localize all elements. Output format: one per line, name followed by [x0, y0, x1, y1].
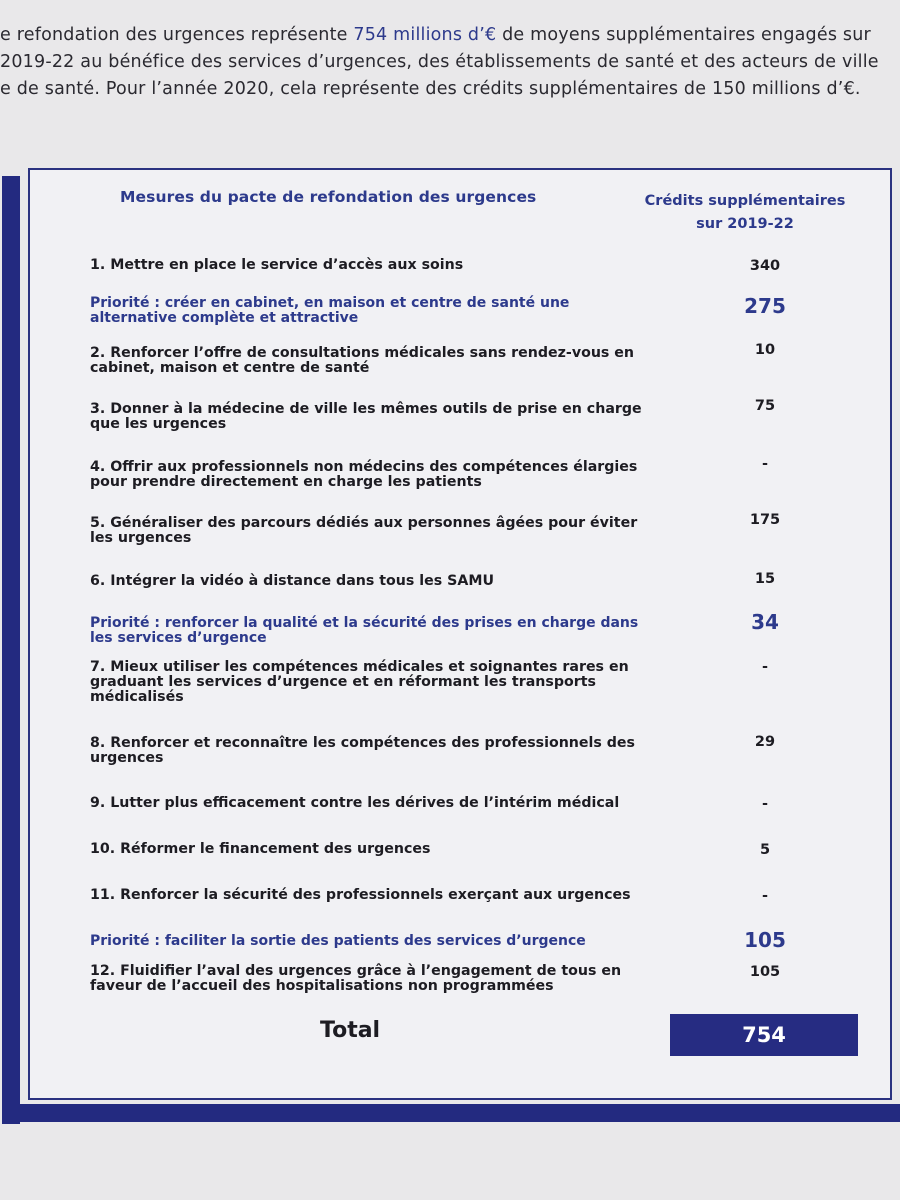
measure-value-7: -	[761, 659, 769, 675]
priority-value-1: 275	[744, 294, 786, 318]
header-credits-line-1: Crédits supplémentaires	[644, 193, 846, 209]
priority-row-3: Priorité : faciliter la sortie des patients des services d’urgence	[90, 933, 586, 949]
measure-row-3: 3. Donner à la médecine de ville les mêmes outils de prise en charge que les urgences	[90, 401, 642, 432]
intro-amount: 754 millions d’€	[353, 25, 497, 45]
measure-value-11: -	[761, 888, 769, 904]
measure-value-8: 29	[754, 734, 776, 750]
intro-line-1-start: e refondation des urgences représente	[0, 25, 354, 45]
measure-row-9: 9. Lutter plus efficacement contre les dérives de l’intérim médical	[90, 795, 620, 811]
measure-value-12: 105	[749, 964, 781, 980]
priority-value-3: 105	[744, 928, 786, 952]
measure-value-5: 175	[749, 512, 781, 528]
measure-row-12: 12. Fluidifier l’aval des urgences grâce à l’engagement de tous en faveur de l’accueil des hospitalisations non programmées	[90, 963, 622, 994]
measure-value-6: 15	[754, 571, 776, 587]
total-value: 754	[670, 1014, 858, 1056]
intro-line-1-end: de moyens supplémentaires engagés sur	[496, 25, 871, 45]
measure-value-4: -	[761, 456, 769, 472]
measure-value-9: -	[761, 796, 769, 812]
intro-line-3: e de santé. Pour l’année 2020, cela représente des crédits supplémentaires de 150 millions d’€.	[0, 79, 861, 99]
total-label: Total	[320, 1018, 381, 1043]
priority-row-2: Priorité : renforcer la qualité et la sécurité des prises en charge dans les services d’urgence	[90, 615, 639, 646]
intro-line-2: 2019-22 au bénéfice des services d’urgences, des établissements de santé et des acteurs de ville	[0, 52, 879, 72]
header-credits-line-2: sur 2019-22	[696, 216, 794, 232]
measure-value-1: 340	[749, 258, 781, 274]
header-credits	[630, 190, 860, 236]
measure-row-2: 2. Renforcer l’offre de consultations médicales sans rendez-vous en cabinet, maison et centre de santé	[90, 345, 635, 376]
measure-row-11: 11. Renforcer la sécurité des professionnels exerçant aux urgences	[90, 887, 631, 903]
priority-row-1: Priorité : créer en cabinet, en maison et centre de santé une alternative complète et attractive	[90, 295, 570, 326]
measure-row-6: 6. Intégrer la vidéo à distance dans tous les SAMU	[90, 573, 494, 589]
measure-value-10: 5	[759, 842, 771, 858]
measure-row-7: 7. Mieux utiliser les compétences médicales et soignantes rares en graduant les services d’urgence et en réformant les transports médicalisés	[90, 659, 629, 705]
measure-row-10: 10. Réformer le financement des urgences	[90, 841, 431, 857]
measure-row-5: 5. Généraliser des parcours dédiés aux personnes âgées pour éviter les urgences	[90, 515, 638, 546]
measure-value-3: 75	[754, 398, 776, 414]
header-measures: Mesures du pacte de refondation des urgences	[120, 188, 537, 206]
measure-row-4: 4. Offrir aux professionnels non médecins des compétences élargies pour prendre directement en charge les patients	[90, 459, 638, 490]
measure-row-8: 8. Renforcer et reconnaître les compétences des professionnels des urgences	[90, 735, 635, 766]
measure-value-2: 10	[754, 342, 776, 358]
priority-value-2: 34	[751, 610, 779, 634]
measure-row-1: 1. Mettre en place le service d’accès aux soins	[90, 257, 464, 273]
